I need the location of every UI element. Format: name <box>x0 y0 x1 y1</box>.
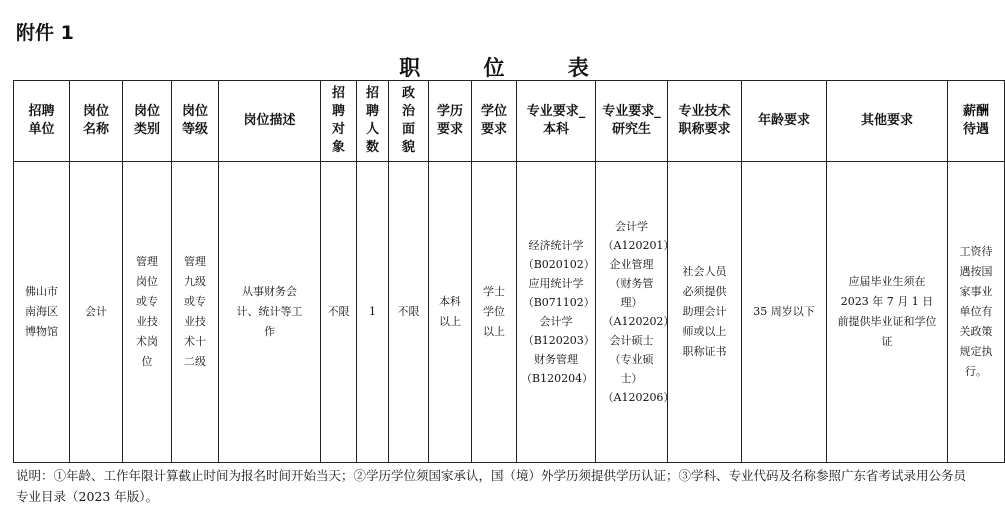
cell-degree: 学士学位以上 <box>472 162 517 463</box>
cell-target: 不限 <box>321 162 357 463</box>
cell-salary: 工资待遇按国家事业单位有关政策规定执行。 <box>948 162 1005 463</box>
cell-title-req: 社会人员必须提供助理会计师或以上职称证书 <box>668 162 742 463</box>
header-cell: 岗位等级 <box>172 81 219 162</box>
table-title: 职 位 表 <box>399 55 617 80</box>
cell-position-name: 会计 <box>70 162 123 463</box>
header-cell: 专业要求_研究生 <box>596 81 668 162</box>
header-cell: 招聘对象 <box>321 81 357 162</box>
attachment-label: 附件 1 <box>16 22 74 44</box>
cell-level: 管理九级或专业技术十二级 <box>172 162 219 463</box>
cell-unit: 佛山市南海区博物馆 <box>14 162 70 463</box>
footnote: 说明：①年龄、工作年限计算截止时间为报名时间开始当天；②学历学位须国家承认，国（境）外学历须提供学历认证；③学科、专业代码及名称参照广东省考试录用公务员专业目录（2023 年版）。 <box>16 468 967 504</box>
header-cell: 招聘单位 <box>14 81 70 162</box>
table-header-row <box>14 81 1005 162</box>
header-cell: 学历要求 <box>429 81 472 162</box>
cell-education: 本科以上 <box>429 162 472 463</box>
cell-description: 从事财务会计、统计等工作 <box>219 162 321 463</box>
cell-category: 管理岗位或专业技术岗位 <box>123 162 172 463</box>
header-cell: 政治面貌 <box>389 81 429 162</box>
header-cell: 岗位描述 <box>219 81 321 162</box>
header-cell: 专业技术职称要求 <box>668 81 742 162</box>
cell-other: 应届毕业生须在 2023 年 7 月 1 日前提供毕业证和学位证 <box>827 162 948 463</box>
cell-age: 35 周岁以下 <box>742 162 827 463</box>
cell-major-undergrad: 经济统计学（B020102）应用统计学（B071102）会计学（B120203）财务管理（B120204） <box>517 162 596 463</box>
header-cell: 学位要求 <box>472 81 517 162</box>
header-cell: 岗位名称 <box>70 81 123 162</box>
cell-count: 1 <box>357 162 389 463</box>
header-cell: 年龄要求 <box>742 81 827 162</box>
table-row <box>14 162 1005 463</box>
header-cell: 其他要求 <box>827 81 948 162</box>
position-table <box>13 80 1005 463</box>
cell-political: 不限 <box>389 162 429 463</box>
header-cell: 薪酬待遇 <box>948 81 1005 162</box>
cell-major-grad: 会计学（A120201）企业管理（财务管理）（A120202）会计硕士（专业硕士）（A120206） <box>596 162 668 463</box>
header-cell: 专业要求_本科 <box>517 81 596 162</box>
header-cell: 岗位类别 <box>123 81 172 162</box>
header-cell: 招聘人数 <box>357 81 389 162</box>
